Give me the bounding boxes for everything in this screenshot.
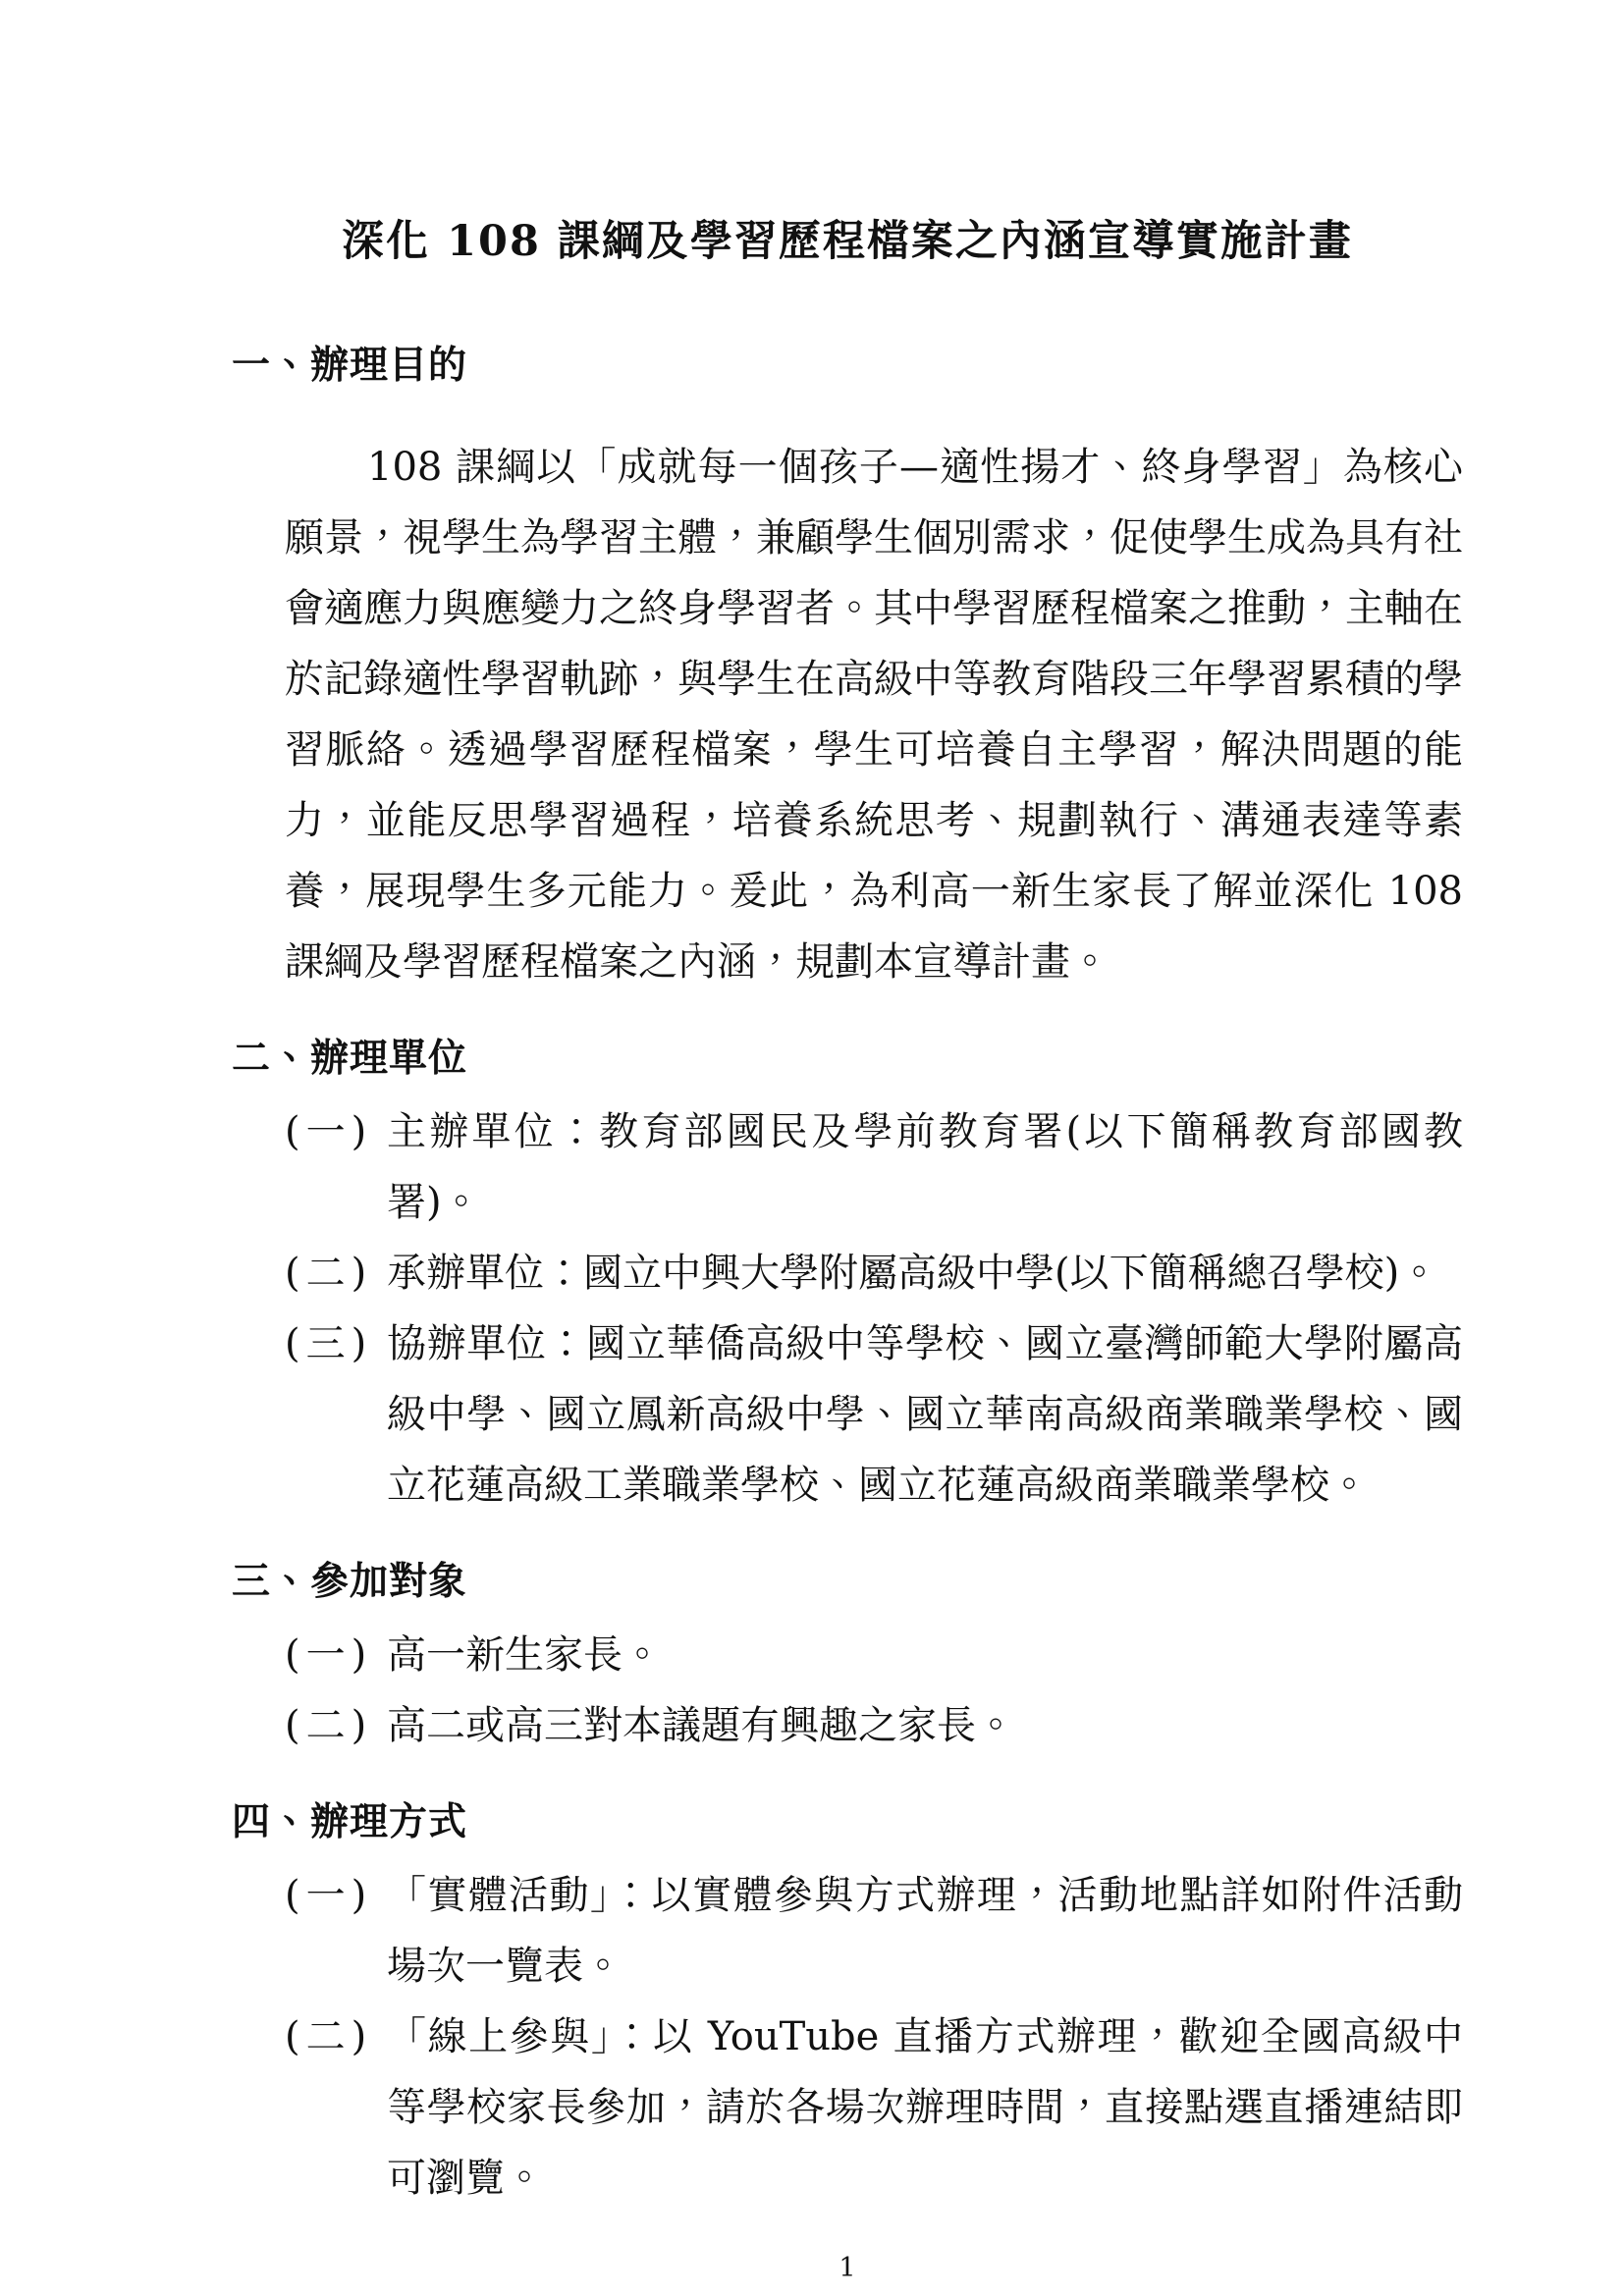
list-item-marker: (一)	[285, 1873, 373, 1918]
list-item	[285, 1096, 1463, 1238]
list-item-marker: (一)	[285, 1109, 373, 1154]
document-title: 深化 108 課綱及學習歷程檔案之內涵宣導實施計畫	[342, 217, 1353, 266]
section	[232, 342, 1463, 997]
list-item-text: 「線上參與」：以 YouTube 直播方式辦理，歡迎全國高級中等學校家長參加，請於各場次辦理時間，直接點選直播連結即可瀏覽。	[387, 2014, 1463, 2201]
section	[232, 1035, 1463, 1521]
list-item	[285, 1238, 1463, 1308]
list-item	[285, 1860, 1463, 2002]
section-item-list	[232, 1620, 1463, 1761]
list-item-text: 高二或高三對本議題有興趣之家長。	[387, 1703, 1015, 1748]
list-item-marker: (二)	[285, 2014, 373, 2059]
list-item	[285, 1620, 1463, 1690]
section-item-list	[232, 1096, 1463, 1521]
list-item-text: 主辦單位：教育部國民及學前教育署(以下簡稱教育部國教署)。	[387, 1109, 1463, 1225]
list-item-marker: (一)	[285, 1632, 373, 1678]
list-item-marker: (三)	[285, 1321, 373, 1366]
list-item	[285, 1308, 1463, 1521]
list-item-text: 協辦單位：國立華僑高級中等學校、國立臺灣師範大學附屬高級中學、國立鳳新高級中學、國立華南高級商業職業學校、國立花蓮高級工業職業學校、國立花蓮高級商業職業學校。	[387, 1321, 1463, 1508]
page-number: 1	[839, 2253, 856, 2283]
section-heading: 三、參加對象	[232, 1559, 468, 1604]
section	[232, 1798, 1463, 2214]
list-item-text: 「實體活動」：以實體參與方式辦理，活動地點詳如附件活動場次一覽表。	[387, 1873, 1463, 1989]
document-body	[232, 342, 1463, 2214]
list-item	[285, 1690, 1463, 1761]
list-item-text: 承辦單位：國立中興大學附屬高級中學(以下簡稱總召學校)。	[387, 1251, 1439, 1296]
list-item-text: 高一新生家長。	[387, 1632, 662, 1678]
list-item-marker: (二)	[285, 1251, 373, 1296]
section-heading: 四、辦理方式	[232, 1799, 468, 1844]
section-item-list	[232, 1860, 1463, 2214]
section-heading: 二、辦理單位	[232, 1036, 468, 1081]
list-item	[285, 2002, 1463, 2214]
list-item-marker: (二)	[285, 1703, 373, 1748]
section-heading: 一、辦理目的	[232, 343, 468, 388]
section-paragraph: 108 課綱以「成就每一個孩子—適性揚才、終身學習」為核心願景，視學生為學習主體，兼顧學生個別需求，促使學生成為具有社會適應力與應變力之終身學習者。其中學習歷程檔案之推動，主軸在於記錄適性學習軌跡，與學生在高級中等教育階段三年學習累積的學習脈絡。透過學習歷程檔案，學生可培養自主學習，解決問題的能力，並能反思學習過程，培養系統思考、規劃執行、溝通表達等素養，展現學生多元能力。爰此，為利高一新生家長了解並深化 108 課綱及學習歷程檔案之內涵，規劃本宣導計畫。	[285, 445, 1463, 985]
section	[232, 1558, 1463, 1761]
